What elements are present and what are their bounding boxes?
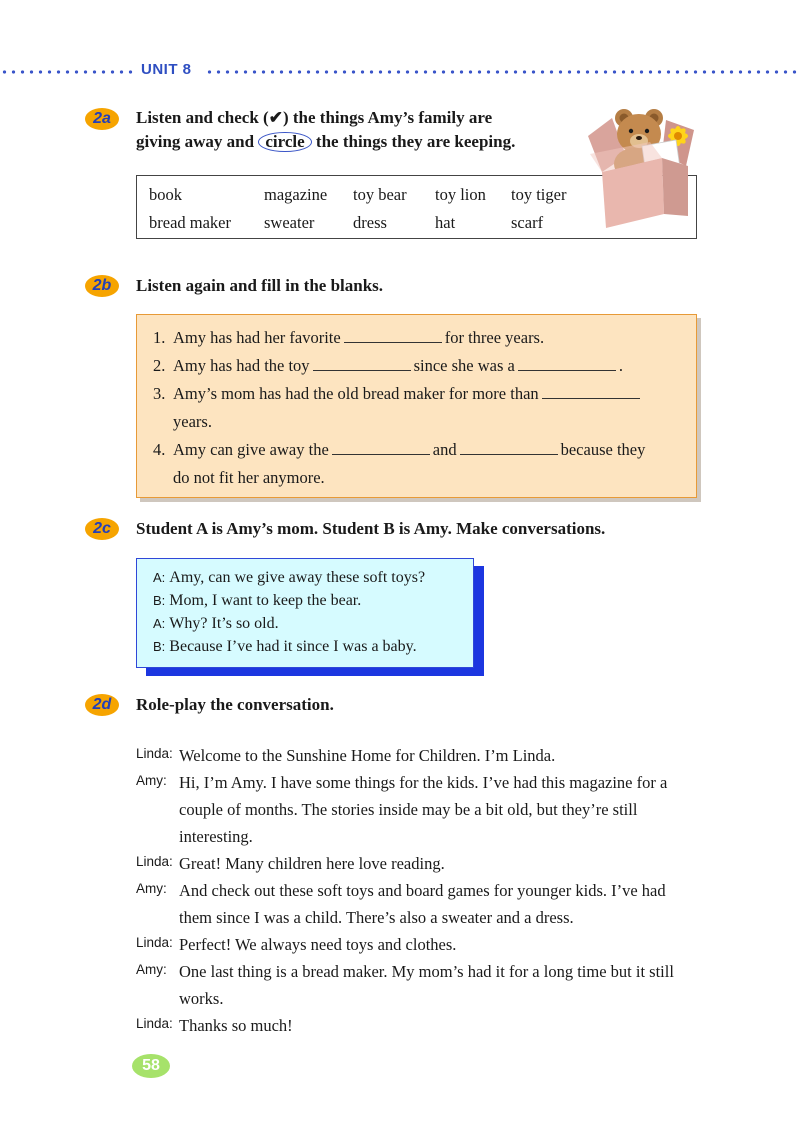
blank-line[interactable]: [313, 354, 411, 371]
word-item: book: [149, 185, 182, 204]
word-item: hat: [435, 213, 456, 232]
blank-item: 4. Amy can give away the and because they do not fit her anymore.: [153, 440, 646, 487]
word-item: magazine: [264, 185, 328, 204]
section-2c-badge: 2c: [85, 518, 119, 540]
blank-line[interactable]: [344, 326, 442, 343]
blank-line[interactable]: [542, 382, 640, 399]
section-2b-instruction: Listen again and fill in the blanks.: [136, 276, 384, 295]
section-2a-badge: 2a: [85, 108, 119, 130]
blank-line[interactable]: [518, 354, 616, 371]
blank-item: 2. Amy has had the toy since she was a .: [153, 356, 623, 375]
page-number: 58: [132, 1054, 170, 1078]
word-item: bread maker: [149, 213, 231, 232]
conversation-line: B: Mom, I want to keep the bear.: [153, 592, 362, 609]
section-2a-instruction: Listen and check (✔) the things Amy’s family are giving away and circle the things they are keeping.: [136, 108, 516, 151]
section-2b-badge: 2b: [85, 275, 119, 297]
circle-word: circle: [258, 132, 311, 152]
unit-header: [0, 60, 800, 84]
word-item: toy tiger: [511, 185, 567, 204]
teddy-bear-box-illustration: [582, 96, 700, 232]
unit-label: UNIT 8: [141, 61, 192, 78]
header-dotted-rule-left: [0, 70, 134, 74]
blank-item: 1. Amy has had her favorite for three years.: [153, 328, 545, 347]
word-item: toy bear: [353, 185, 407, 204]
blank-line[interactable]: [460, 438, 558, 455]
conversation-box: [136, 558, 474, 668]
header-dotted-rule-right: [205, 70, 800, 74]
conversation-line: B: Because I’ve had it since I was a baby.: [153, 638, 417, 655]
section-2d-badge: 2d: [85, 694, 119, 716]
fill-in-blanks-box: [136, 314, 697, 498]
section-2d-instruction: Role-play the conversation.: [136, 695, 334, 714]
word-item: toy lion: [435, 185, 486, 204]
conversation-line: A: Why? It’s so old.: [153, 615, 279, 632]
word-item: scarf: [511, 213, 544, 232]
word-item: sweater: [264, 213, 315, 232]
word-item: dress: [353, 213, 387, 232]
conversation-line: A: Amy, can we give away these soft toys?: [153, 569, 426, 586]
blank-line[interactable]: [332, 438, 430, 455]
blank-item: 3. Amy’s mom has had the old bread maker for more than years.: [153, 380, 686, 436]
section-2c-instruction: Student A is Amy’s mom. Student B is Amy. Make conversations.: [136, 519, 606, 538]
check-mark-icon: ✔: [268, 108, 283, 127]
